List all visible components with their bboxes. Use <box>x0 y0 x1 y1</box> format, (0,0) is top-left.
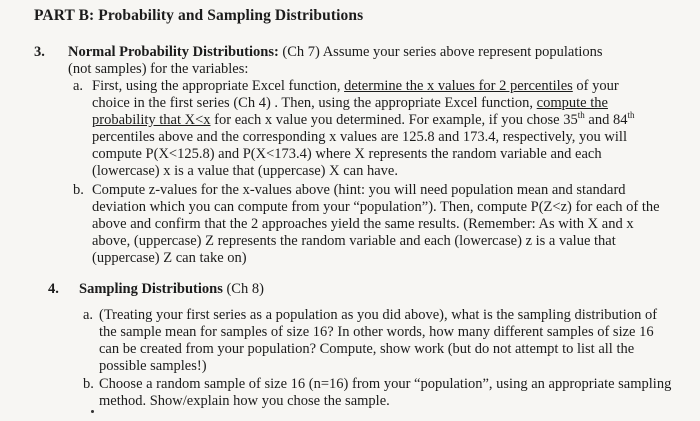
question-3a-line6: (lowercase) x is a value that (uppercase) X can have. <box>92 163 398 179</box>
text-span: First, using the appropriate Excel function, <box>92 78 345 94</box>
question-4a-line4: possible samples!) <box>99 358 207 374</box>
question-4b-line1: Choose a random sample of size 16 (n=16) from your “population”, using an appropriate sampling <box>99 376 672 392</box>
question-4a-letter: a. <box>83 307 94 323</box>
question-3a-letter: a. <box>73 78 84 94</box>
question-3a-line5: compute P(X<125.8) and P(X<173.4) where X represents the random variable and each <box>92 146 602 162</box>
question-3b-line2: deviation which you can compute from your “population”). Then, compute P(Z<z) for each of the <box>92 199 660 215</box>
text-span: choice in the first series (Ch 4) . Then, using the appropriate Excel function, <box>92 95 537 111</box>
superscript: th <box>577 110 585 121</box>
underlined-text: determine the x values for 2 percentiles <box>344 78 573 94</box>
question-3-number: 3. <box>34 44 45 60</box>
question-3-intro <box>68 44 603 61</box>
question-4b-letter: b. <box>83 376 94 392</box>
bullet-dot <box>91 410 94 413</box>
question-4-number: 4. <box>48 281 59 297</box>
question-3a-line2 <box>92 95 608 112</box>
question-4a-line1: (Treating your first series as a population as you did above), what is the sampling distribution of <box>99 307 658 323</box>
question-4-heading-line <box>79 281 264 298</box>
question-4a-line2: the sample mean for samples of size 16? In other words, how many different samples of size 16 <box>99 324 654 340</box>
question-4-heading: Sampling Distributions <box>79 281 223 297</box>
text-span: for each x value you determined. For example, if you chose 35 <box>210 112 578 128</box>
question-3b-line5: (uppercase) Z can take on) <box>92 250 247 266</box>
question-3a-line1 <box>92 78 619 95</box>
question-3a-line3 <box>92 112 634 129</box>
part-title: PART B: Probability and Sampling Distributions <box>34 7 364 24</box>
underlined-text: compute the <box>536 95 608 111</box>
question-3b-letter: b. <box>73 182 84 198</box>
underlined-text: probability that X<x <box>92 112 211 128</box>
superscript: th <box>627 110 635 121</box>
question-3-intro-text: (Ch 7) Assume your series above represent populations <box>278 44 603 60</box>
text-span: of your <box>572 78 619 94</box>
question-3b-line3: above and confirm that the 2 approaches yield the same results. (Remember: As with X and x <box>92 216 634 232</box>
text-span: and 84 <box>584 112 628 128</box>
question-4b-line2: method. Show/explain how you chose the sample. <box>99 393 390 409</box>
question-3b-line4: above, (uppercase) Z represents the random variable and each (lowercase) z is a value that <box>92 233 616 249</box>
question-3-heading: Normal Probability Distributions: <box>68 44 279 60</box>
text-span: (Ch 8) <box>222 281 264 297</box>
question-3a-line4: percentiles above and the corresponding x values are 125.8 and 173.4, respectively, you will <box>92 129 627 145</box>
question-3b-line1: Compute z-values for the x-values above (hint: you will need population mean and standard <box>92 182 626 198</box>
question-3-intro-line2: (not samples) for the variables: <box>68 61 249 77</box>
question-4a-line3: can be created from your population? Compute, show work (but do not attempt to list all the <box>99 341 635 357</box>
